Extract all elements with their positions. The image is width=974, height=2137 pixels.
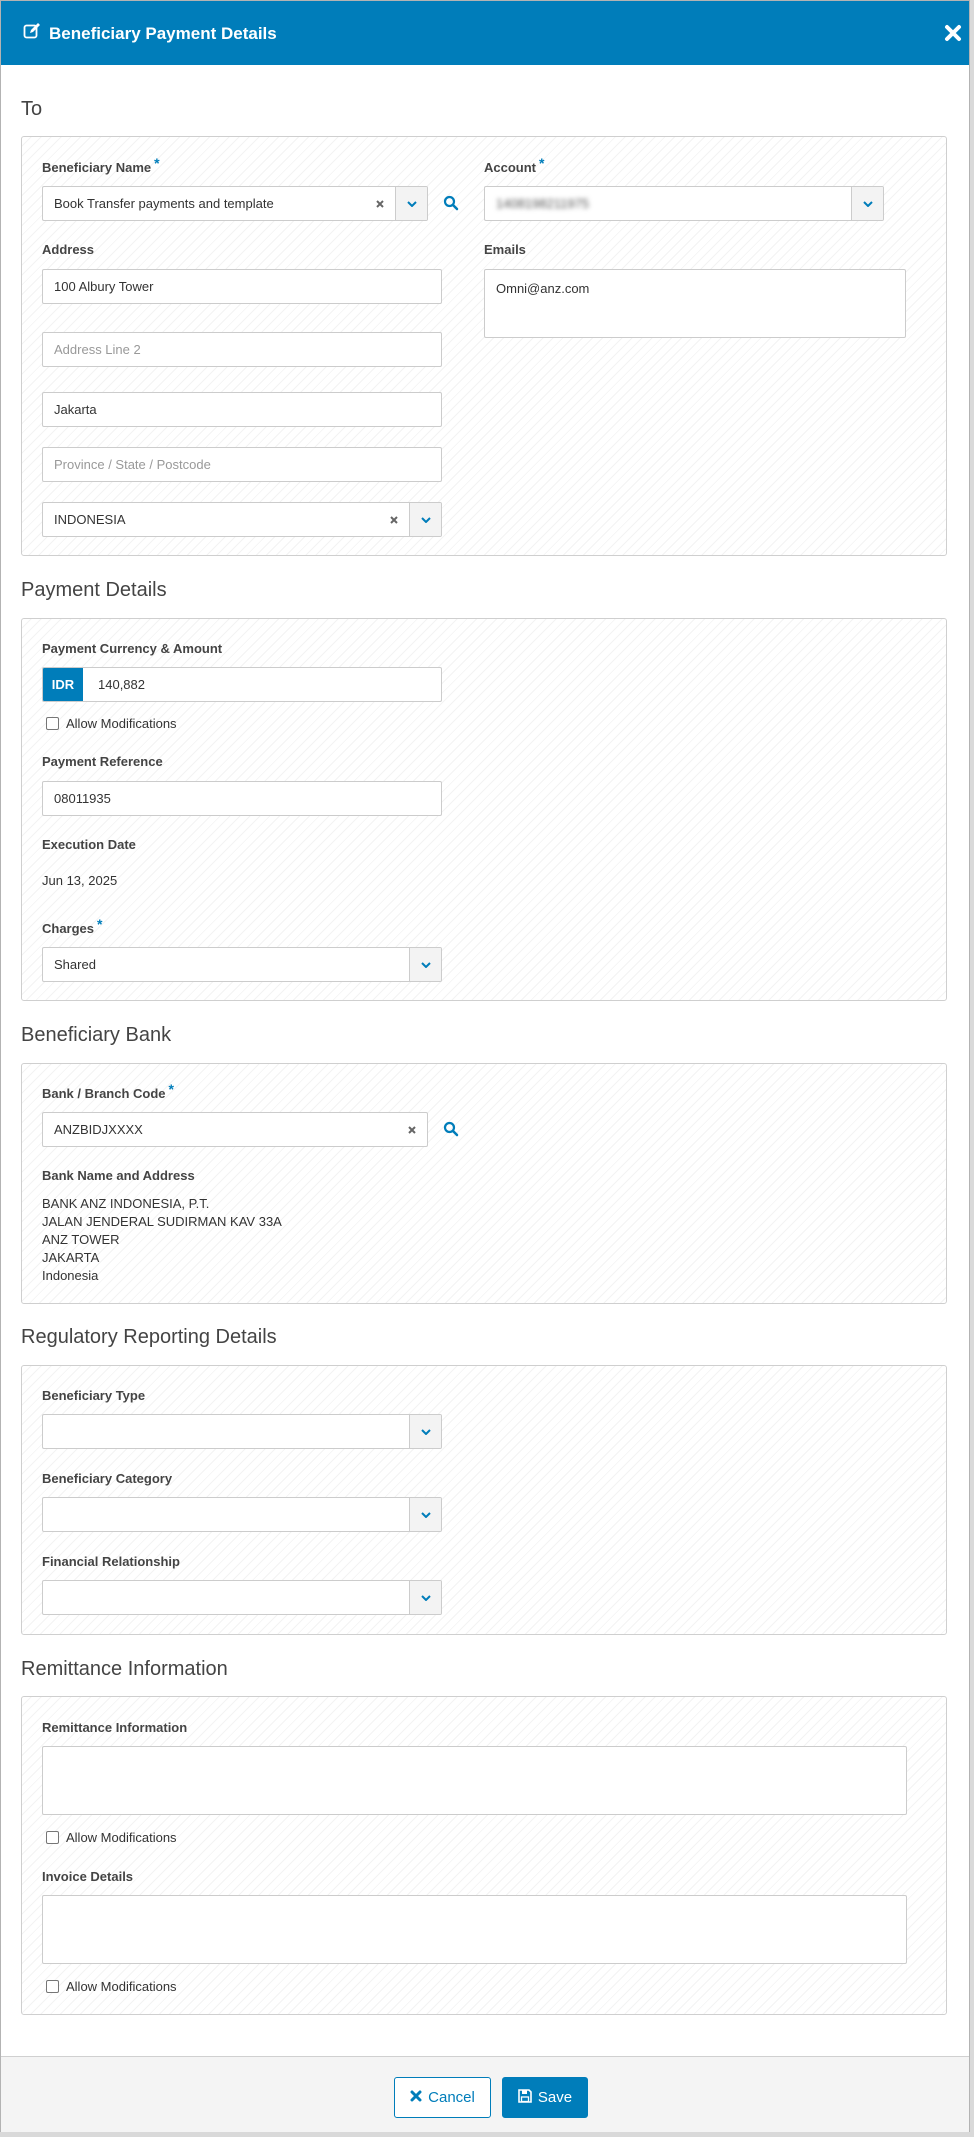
clear-icon[interactable] <box>387 503 401 536</box>
section-beneficiary-bank <box>21 1063 947 1304</box>
execution-date-label: Execution Date <box>42 837 136 852</box>
city-input[interactable]: Jakarta <box>42 392 442 427</box>
section-title-payment-details: Payment Details <box>21 579 167 601</box>
emails-label: Emails <box>484 242 526 257</box>
section-title-to: To <box>21 98 43 120</box>
beneficiary-type-label: Beneficiary Type <box>42 1388 146 1403</box>
amount-allow-modifications[interactable]: Allow Modifications <box>46 716 177 731</box>
currency-badge: IDR <box>43 667 83 702</box>
save-button[interactable]: Save <box>502 2077 588 2118</box>
payment-reference-label: Payment Reference <box>42 754 163 769</box>
emails-textarea[interactable]: Omni@anz.com <box>484 269 906 338</box>
section-regulatory <box>21 1365 947 1635</box>
account-label: Account * <box>484 155 545 175</box>
checkbox[interactable] <box>46 1980 59 1993</box>
bank-search-icon[interactable] <box>443 1121 459 1137</box>
section-title-regulatory: Regulatory Reporting Details <box>21 1326 277 1348</box>
bank-code-input[interactable]: ANZBIDJXXXX <box>42 1112 428 1147</box>
close-icon[interactable] <box>943 23 963 43</box>
section-to <box>21 136 947 556</box>
financial-relationship-select[interactable] <box>42 1580 442 1615</box>
beneficiary-name-select[interactable]: Book Transfer payments and template <box>42 186 428 221</box>
edit-icon <box>23 22 41 45</box>
invoice-allow-modifications[interactable]: Allow Modifications <box>46 1979 177 1994</box>
address-label: Address <box>42 242 95 257</box>
cancel-button[interactable]: Cancel <box>394 2077 491 2118</box>
modal-title-text: Beneficiary Payment Details <box>49 23 277 43</box>
modal-footer <box>1 2056 969 2132</box>
checkbox[interactable] <box>46 717 59 730</box>
chevron-down-icon[interactable] <box>409 1498 441 1531</box>
bank-code-label: Bank / Branch Code * <box>42 1081 174 1101</box>
bank-name-address-label: Bank Name and Address <box>42 1168 195 1183</box>
currency-amount-label: Payment Currency & Amount <box>42 641 223 656</box>
account-select[interactable]: 1408198211975 <box>484 186 884 221</box>
charges-select[interactable]: Shared <box>42 947 442 982</box>
bank-name-address: BANK ANZ INDONESIA, P.T. JALAN JENDERAL SUDIRMAN KAV 33A ANZ TOWER JAKARTA Indonesia <box>42 1196 282 1283</box>
chevron-down-icon[interactable] <box>851 187 883 220</box>
chevron-down-icon[interactable] <box>409 1581 441 1614</box>
beneficiary-category-select[interactable] <box>42 1497 442 1532</box>
address-line1-input[interactable]: 100 Albury Tower <box>42 269 442 304</box>
section-remittance <box>21 1696 947 2015</box>
payment-reference-input[interactable]: 08011935 <box>42 781 442 816</box>
country-select[interactable]: INDONESIA <box>42 502 442 537</box>
chevron-down-icon[interactable] <box>409 1415 441 1448</box>
clear-icon[interactable] <box>373 187 387 220</box>
modal-title <box>23 22 277 45</box>
save-icon <box>518 2089 532 2107</box>
remittance-info-label: Remittance Information <box>42 1720 188 1735</box>
province-input[interactable]: Province / State / Postcode <box>42 447 442 482</box>
remittance-allow-modifications[interactable]: Allow Modifications <box>46 1830 177 1845</box>
beneficiary-type-select[interactable] <box>42 1414 442 1449</box>
clear-icon[interactable] <box>405 1113 419 1146</box>
checkbox[interactable] <box>46 1831 59 1844</box>
invoice-details-label: Invoice Details <box>42 1869 134 1884</box>
invoice-details-textarea[interactable] <box>42 1895 907 1964</box>
modal-header <box>1 1 969 65</box>
chevron-down-icon[interactable] <box>409 503 441 536</box>
section-payment-details <box>21 618 947 1001</box>
beneficiary-category-label: Beneficiary Category <box>42 1471 173 1486</box>
close-icon <box>410 2089 422 2106</box>
amount-input[interactable]: IDR 140,882 <box>42 667 442 702</box>
remittance-info-textarea[interactable] <box>42 1746 907 1815</box>
financial-relationship-label: Financial Relationship <box>42 1554 180 1569</box>
section-title-remittance: Remittance Information <box>21 1658 228 1680</box>
chevron-down-icon[interactable] <box>395 187 427 220</box>
beneficiary-search-icon[interactable] <box>443 195 459 211</box>
address-line2-input[interactable]: Address Line 2 <box>42 332 442 367</box>
section-title-beneficiary-bank: Beneficiary Bank <box>21 1024 172 1046</box>
execution-date-value: Jun 13, 2025 <box>42 873 118 888</box>
chevron-down-icon[interactable] <box>409 948 441 981</box>
beneficiary-name-label: Beneficiary Name * <box>42 155 160 175</box>
charges-label: Charges * <box>42 916 103 936</box>
